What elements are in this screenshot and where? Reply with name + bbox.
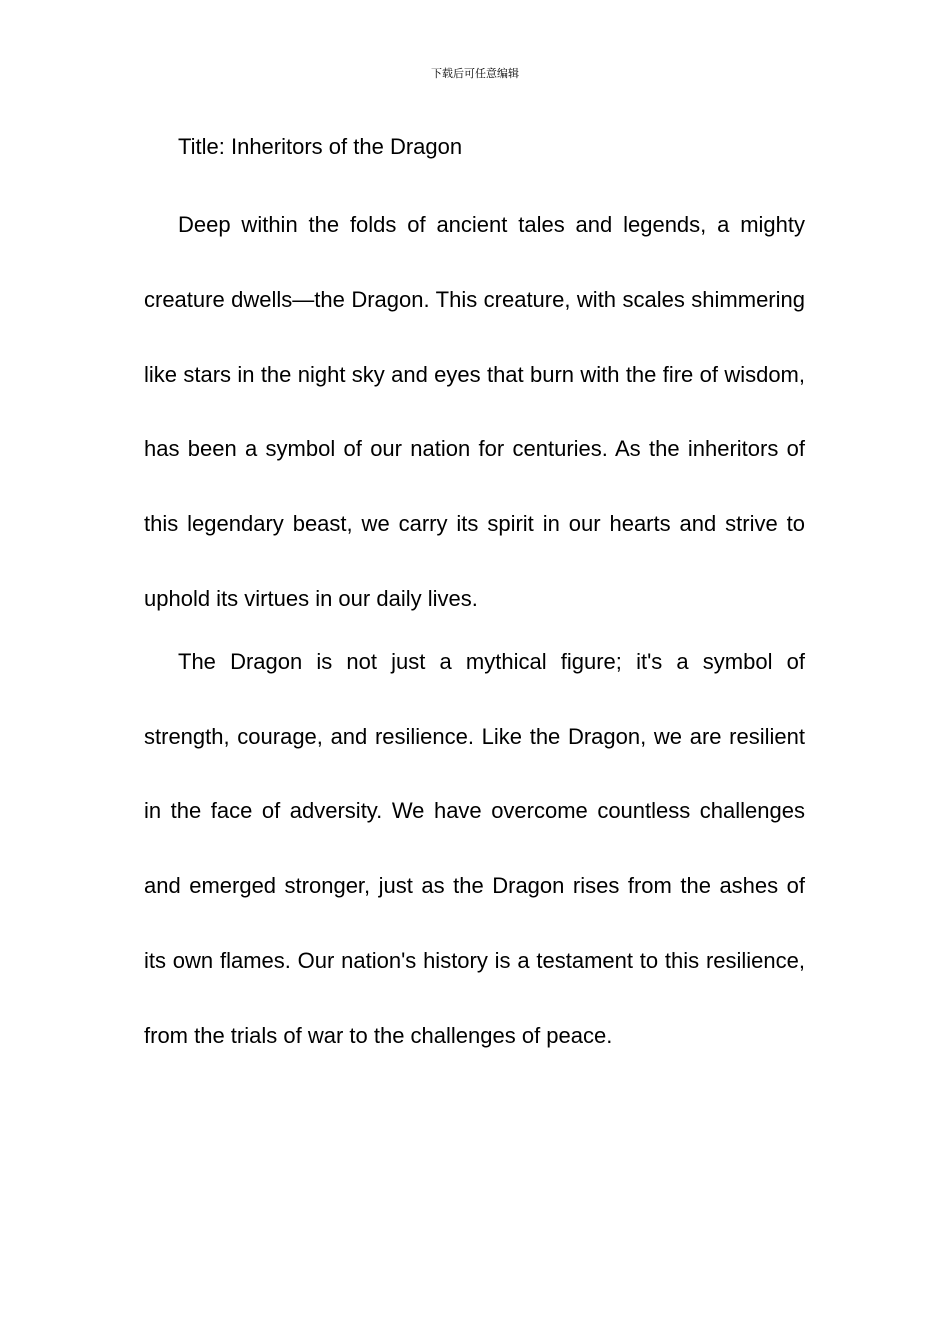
paragraph-2: The Dragon is not just a mythical figure; it's a symbol of strength, courage, and resilience. Like the Dragon, we are resilient in the face of adversity. We have overcome countless challenges and emerged stronger, just as the Dragon rises from the ashes of its own flames. Our nation's history is a testament to this resilience, from the trials of war to the challenges of peace. [144, 648, 805, 1048]
page-header: 下载后可任意编辑 [431, 67, 519, 80]
document-body [144, 128, 805, 1074]
paragraph-1: Deep within the folds of ancient tales and legends, a mighty creature dwells—the Dragon. This creature, with scales shimmering like stars in the night sky and eyes that burn with the fire of wisdom, has been a symbol of our nation for centuries. As the inheritors of this legendary beast, we carry its spirit in our hearts and strive to uphold its virtues in our daily lives. [144, 212, 805, 611]
document-title: Title: Inheritors of the Dragon [178, 134, 463, 159]
